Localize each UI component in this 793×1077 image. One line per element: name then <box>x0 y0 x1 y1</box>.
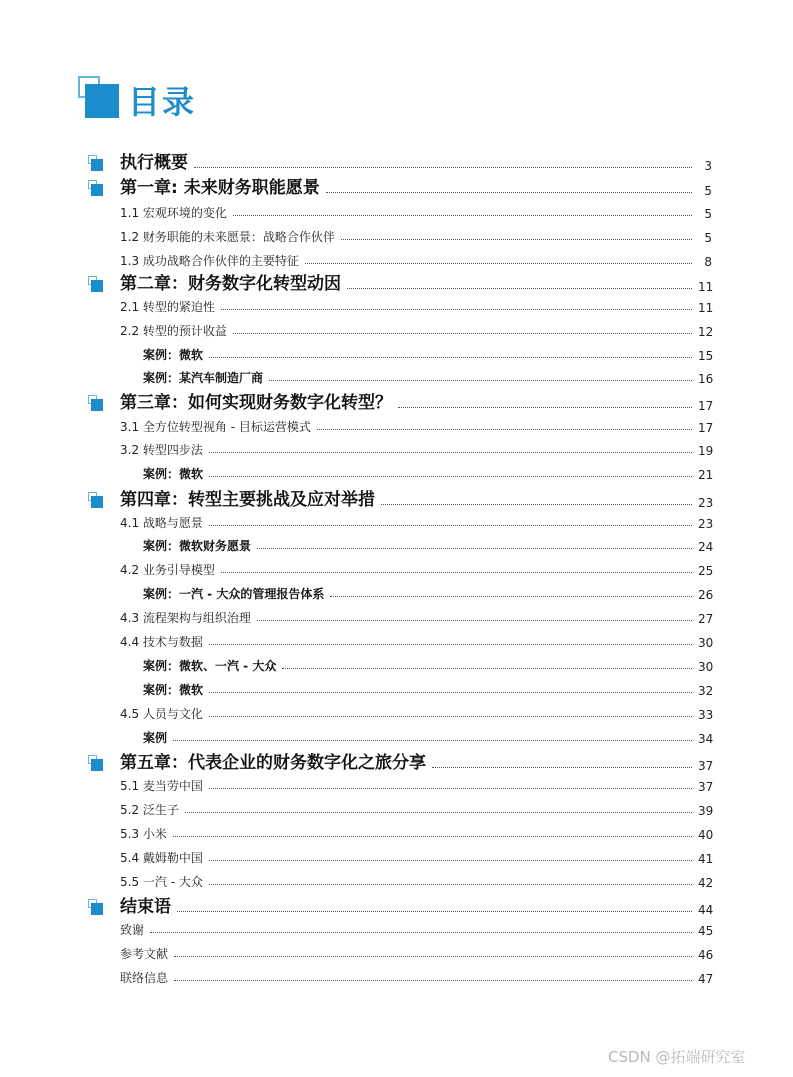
dot-leader <box>209 644 692 645</box>
toc-page-number: 40 <box>698 828 714 842</box>
toc-case-row[interactable] <box>143 586 712 602</box>
toc-sub-row[interactable] <box>120 299 712 315</box>
toc-page-number: 30 <box>698 660 714 674</box>
toc-entry-label: 2.2 转型的预计收益 <box>120 324 227 338</box>
toc-page-number: 39 <box>698 804 714 818</box>
toc-case-row[interactable] <box>143 347 712 363</box>
toc-entry-label: 2.1 转型的紧迫性 <box>120 300 215 314</box>
dot-leader <box>173 836 692 837</box>
dot-leader <box>330 596 692 597</box>
dot-leader <box>209 525 692 526</box>
toc-page-number: 46 <box>698 948 714 962</box>
toc-sub-row[interactable] <box>120 778 712 794</box>
dot-leader <box>305 263 692 264</box>
dot-leader <box>269 380 692 381</box>
toc-entry-label: 案例：微软财务愿景 <box>143 539 252 553</box>
toc-page-number: 41 <box>698 852 714 866</box>
watermark: CSDN @拓端研究室 <box>608 1048 746 1066</box>
bullet-filled-square <box>91 496 103 508</box>
toc-page-number: 19 <box>698 444 714 458</box>
bullet-filled-square <box>91 184 103 196</box>
toc-page-number: 45 <box>698 924 714 938</box>
dot-leader <box>185 812 692 813</box>
dot-leader <box>173 740 692 741</box>
bullet-filled-square <box>91 159 103 171</box>
toc-page-number: 37 <box>698 780 714 794</box>
toc-chapter-row[interactable] <box>120 488 712 510</box>
toc-entry-label: 1.1 宏观环境的变化 <box>120 206 227 220</box>
toc-entry-label: 执行概要 <box>120 153 188 173</box>
toc-page-number: 27 <box>698 612 714 626</box>
bullet-filled-square <box>91 759 103 771</box>
toc-entry-label: 第二章：财务数字化转型动因 <box>120 274 341 294</box>
toc-sub-row[interactable] <box>120 634 712 650</box>
toc-entry-label: 第五章：代表企业的财务数字化之旅分享 <box>120 753 426 773</box>
chapter-bullet-icon <box>88 492 106 510</box>
chapter-bullet-icon <box>88 395 106 413</box>
toc-entry-label: 5.3 小米 <box>120 827 167 841</box>
bullet-filled-square <box>91 903 103 915</box>
dot-leader <box>209 357 692 358</box>
toc-entry-label: 5.2 泛生子 <box>120 803 179 817</box>
page-title: 目录 <box>128 83 197 121</box>
dot-leader <box>221 309 692 310</box>
toc-chapter-row[interactable] <box>120 151 712 173</box>
dot-leader <box>432 767 692 768</box>
toc-entry-label: 第一章: 未来财务职能愿景 <box>120 178 320 198</box>
toc-page-number: 16 <box>698 372 714 386</box>
toc-entry-label: 案例 <box>143 731 168 745</box>
toc-page-number: 8 <box>704 255 712 269</box>
dot-leader <box>381 504 692 505</box>
toc-entry-label: 第四章：转型主要挑战及应对举措 <box>120 490 375 510</box>
toc-entry-label: 第三章：如何实现财务数字化转型？ <box>120 393 392 413</box>
toc-page-number: 42 <box>698 876 714 890</box>
toc-entry-label: 联络信息 <box>120 971 169 985</box>
toc-sub-row[interactable] <box>120 515 712 531</box>
dot-leader <box>341 239 692 240</box>
toc-page-number: 11 <box>698 301 714 315</box>
toc-sub-row[interactable] <box>120 874 712 890</box>
dot-leader <box>209 860 692 861</box>
toc-entry-label: 3.1 全方位转型视角 - 目标运营模式 <box>120 420 311 434</box>
toc-entry-label: 1.3 成功战略合作伙伴的主要特征 <box>120 254 299 268</box>
dot-leader <box>282 668 692 669</box>
toc-entry-label: 案例：某汽车制造厂商 <box>143 371 264 385</box>
toc-sub-row[interactable] <box>120 419 712 435</box>
dot-leader <box>398 407 692 408</box>
dot-leader <box>347 288 692 289</box>
toc-page-number: 33 <box>698 708 714 722</box>
toc-entry-label: 4.5 人员与文化 <box>120 707 203 721</box>
toc-entry-label: 5.1 麦当劳中国 <box>120 779 203 793</box>
toc-sub-row[interactable] <box>120 610 712 626</box>
toc-entry-label: 4.4 技术与数据 <box>120 635 203 649</box>
toc-page-number: 11 <box>698 280 714 294</box>
dot-leader <box>174 956 692 957</box>
toc-page-number: 24 <box>698 540 714 554</box>
toc-entry-label: 4.3 流程架构与组织治理 <box>120 611 251 625</box>
toc-case-row[interactable] <box>143 370 712 386</box>
toc-entry-label: 4.2 业务引导模型 <box>120 563 215 577</box>
toc-page-number: 3 <box>704 159 712 173</box>
toc-entry-label: 案例：微软 <box>143 467 204 481</box>
dot-leader <box>150 932 692 933</box>
chapter-bullet-icon <box>88 180 106 198</box>
chapter-bullet-icon <box>88 899 106 917</box>
toc-entry-label: 1.2 财务职能的未来愿景：战略合作伙伴 <box>120 230 335 244</box>
toc-sub-row[interactable] <box>120 706 712 722</box>
toc-page-number: 17 <box>698 399 714 413</box>
toc-entry-label: 参考文献 <box>120 947 169 961</box>
dot-leader <box>257 548 692 549</box>
dot-leader <box>326 192 692 193</box>
toc-entry-label: 案例：微软 <box>143 348 204 362</box>
toc-entry-label: 5.4 戴姆勒中国 <box>120 851 203 865</box>
toc-sub-row[interactable] <box>120 802 712 818</box>
toc-header <box>78 76 278 126</box>
toc-entry-label: 案例：一汽 - 大众的管理报告体系 <box>143 587 325 601</box>
toc-page-number: 21 <box>698 468 714 482</box>
toc-page-number: 23 <box>698 496 714 510</box>
toc-chapter-row[interactable] <box>120 751 712 773</box>
toc-page-number: 47 <box>698 972 714 986</box>
toc-sub-row[interactable] <box>120 562 712 578</box>
toc-chapter-row[interactable] <box>120 895 712 917</box>
toc-entry-label: 4.1 战略与愿景 <box>120 516 203 530</box>
toc-case-row[interactable] <box>143 682 712 698</box>
dot-leader <box>209 452 692 453</box>
toc-sub-row[interactable] <box>120 253 712 269</box>
chapter-bullet-icon <box>88 276 106 294</box>
toc-chapter-row[interactable] <box>120 272 712 294</box>
toc-page-number: 17 <box>698 421 714 435</box>
toc-case-row[interactable] <box>143 466 712 482</box>
title-square-icon <box>85 84 119 118</box>
chapter-bullet-icon <box>88 755 106 773</box>
toc-page-number: 32 <box>698 684 714 698</box>
toc-sub-row[interactable] <box>120 970 712 986</box>
toc-entry-label: 案例：微软 <box>143 683 204 697</box>
toc-sub-row[interactable] <box>120 229 712 245</box>
bullet-filled-square <box>91 280 103 292</box>
toc-entry-label: 5.5 一汽 - 大众 <box>120 875 203 889</box>
toc-entry-label: 结束语 <box>120 897 171 917</box>
toc-case-row[interactable] <box>143 658 712 674</box>
toc-entry-label: 3.2 转型四步法 <box>120 443 203 457</box>
toc-case-row[interactable] <box>143 538 712 554</box>
toc-sub-row[interactable] <box>120 442 712 458</box>
dot-leader <box>209 716 692 717</box>
toc-chapter-row[interactable] <box>120 176 712 198</box>
chapter-bullet-icon <box>88 155 106 173</box>
dot-leader <box>209 476 692 477</box>
toc-sub-row[interactable] <box>120 922 712 938</box>
dot-leader <box>209 788 692 789</box>
dot-leader <box>209 692 692 693</box>
toc-entry-label: 案例：微软、一汽 - 大众 <box>143 659 277 673</box>
toc-page-number: 23 <box>698 517 714 531</box>
toc-sub-row[interactable] <box>120 826 712 842</box>
toc-case-row[interactable] <box>143 730 712 746</box>
toc-page-number: 5 <box>704 231 712 245</box>
toc-page-number: 15 <box>698 349 714 363</box>
dot-leader <box>317 429 692 430</box>
dot-leader <box>233 333 692 334</box>
toc-page-number: 5 <box>704 184 712 198</box>
toc-page-number: 30 <box>698 636 714 650</box>
dot-leader <box>174 980 692 981</box>
toc-page-number: 26 <box>698 588 714 602</box>
toc-page-number: 37 <box>698 759 714 773</box>
toc-page-number: 25 <box>698 564 714 578</box>
dot-leader <box>257 620 692 621</box>
toc-entry-label: 致谢 <box>120 923 145 937</box>
toc-sub-row[interactable] <box>120 946 712 962</box>
bullet-filled-square <box>91 399 103 411</box>
dot-leader <box>177 911 692 912</box>
toc-page-number: 5 <box>704 207 712 221</box>
toc-sub-row[interactable] <box>120 850 712 866</box>
dot-leader <box>194 167 692 168</box>
toc-sub-row[interactable] <box>120 205 712 221</box>
toc-page-number: 44 <box>698 903 714 917</box>
toc-sub-row[interactable] <box>120 323 712 339</box>
dot-leader <box>233 215 692 216</box>
dot-leader <box>209 884 692 885</box>
dot-leader <box>221 572 692 573</box>
toc-chapter-row[interactable] <box>120 391 712 413</box>
toc-page-number: 34 <box>698 732 714 746</box>
toc-page-number: 12 <box>698 325 714 339</box>
